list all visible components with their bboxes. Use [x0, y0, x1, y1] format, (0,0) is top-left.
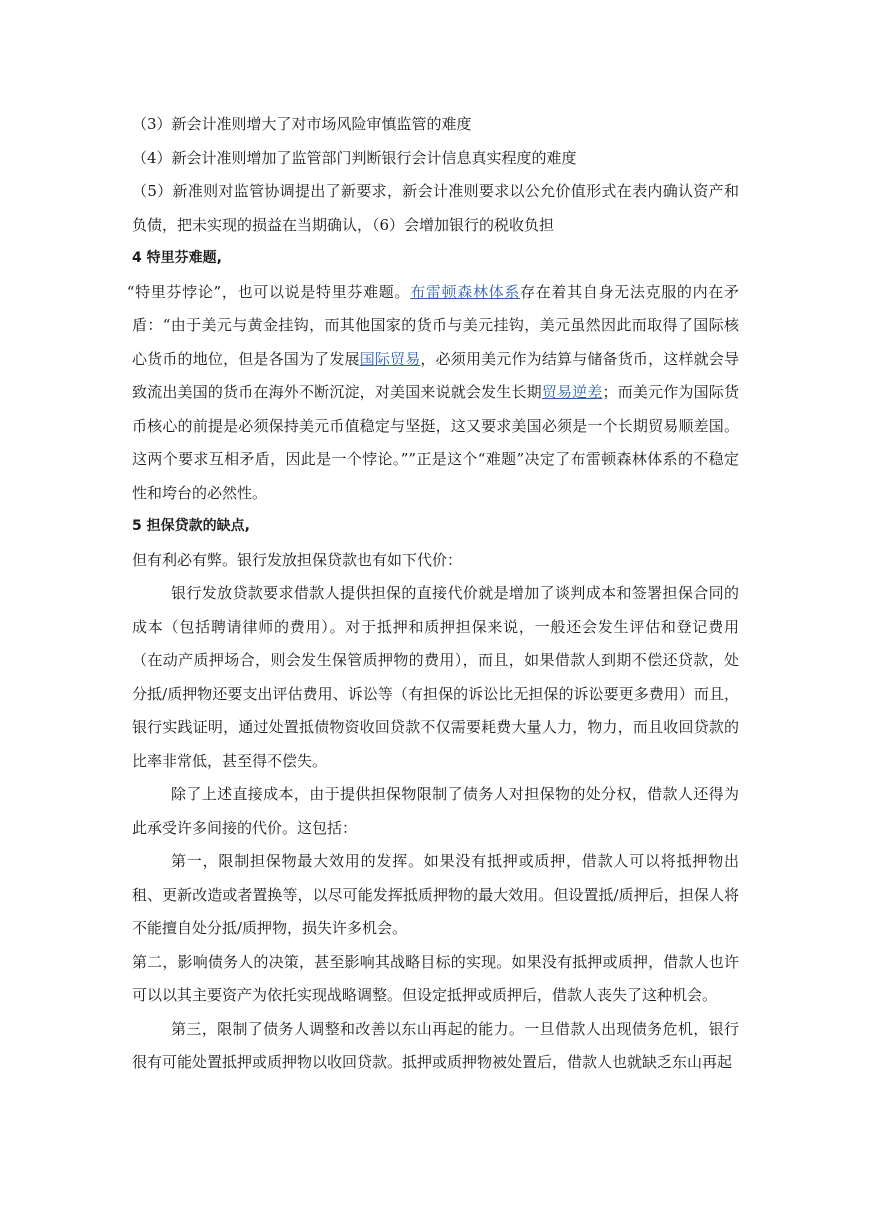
triffin-text-a: “特里芬悖论”，也可以说是特里芬难题。	[126, 282, 411, 301]
direct-cost-paragraph: 银行发放贷款要求借款人提供担保的直接代价就是增加了谈判成本和签署担保合同的成本（包括聘请律师的费用）。对于抵押和质押担保来说，一般还会发生评估和登记费用（在动产质押场合，则会发生保管质押物的费用），而且，如果借款人到期不偿还贷款，处分抵/质押物还要支出评估费用、诉讼等（有担保的诉讼比无担保的诉讼要更多费用）而且，银行实践证明，通过处置抵债物资收回贷款不仅需要耗费大量人力，物力，而且收回贷款的比率非常低，甚至得不偿失。	[132, 584, 739, 770]
list-item-4: （4）新会计准则增加了监管部门判断银行会计信息真实程度的难度	[132, 148, 577, 167]
first-point-paragraph: 第一，限制担保物最大效用的发挥。如果没有抵押或质押，借款人可以将抵押物出租、更新改造或者置换等，以尽可能发挥抵质押物的最大效用。但设置抵/质押后，担保人将不能擅自处分抵/质押物，损失许多机会。	[132, 852, 739, 937]
indirect-cost-paragraph: 除了上述直接成本，由于提供担保物限制了债务人对担保物的处分权，借款人还得为此承受许多间接的代价。这包括：	[132, 785, 739, 837]
section-5-intro: 但有利必有弊。银行发放担保贷款也有如下代价：	[132, 550, 463, 569]
list-item-3: （3）新会计准则增大了对市场风险审慎监管的难度	[132, 115, 472, 133]
section-4-heading: 4 特里芬难题,	[132, 250, 222, 266]
triffin-text-c: ，必须用美元作为结算与储备货币，这样就会导致流出美国的货币在海外不断沉淀，对美国来说就会发生长期	[132, 349, 739, 401]
third-point-paragraph: 第三，限制了债务人调整和改善以东山再起的能力。一旦借款人出现债务危机，银行很有可能处置抵押或质押物以收回贷款。抵押或质押物被处置后，借款人也就缺乏东山再起	[132, 1019, 739, 1071]
link-bretton-woods[interactable]: 布雷顿森林体系	[410, 282, 521, 301]
list-item-5-6: （5）新准则对监管协调提出了新要求，新会计准则要求以公允价值形式在表内确认资产和负债，把未实现的损益在当期确认，（6）会增加银行的税收负担	[132, 182, 739, 234]
triffin-text-d: ；而美元作为国际货币核心的前提是必须保持美元币值稳定与坚挺，这又要求美国必须是一个长期贸易顺差国。这两个要求互相矛盾，因此是一个悖论。””正是这个“难题”决定了布雷顿森林体系的不稳定性和垮台的必然性。	[132, 383, 739, 502]
link-trade-deficit[interactable]: 贸易逆差	[541, 383, 603, 401]
triffin-paragraph	[126, 276, 739, 511]
section-5-heading: 5 担保贷款的缺点,	[132, 518, 250, 534]
triffin-text-b: 存在着其自身无法克服的内在矛盾：“由于美元与黄金挂钩，而其他国家的货币与美元挂钩，美元虽然因此而取得了国际核心货币的地位，但是各国为了发展	[132, 282, 739, 368]
second-point-paragraph: 第二，影响债务人的决策，甚至影响其战略目标的实现。如果没有抵押或质押，借款人也许可以以其主要资产为依托实现战略调整。但设定抵押或质押后，借款人丧失了这种机会。	[132, 952, 739, 1004]
link-international-trade[interactable]: 国际贸易	[359, 349, 421, 368]
